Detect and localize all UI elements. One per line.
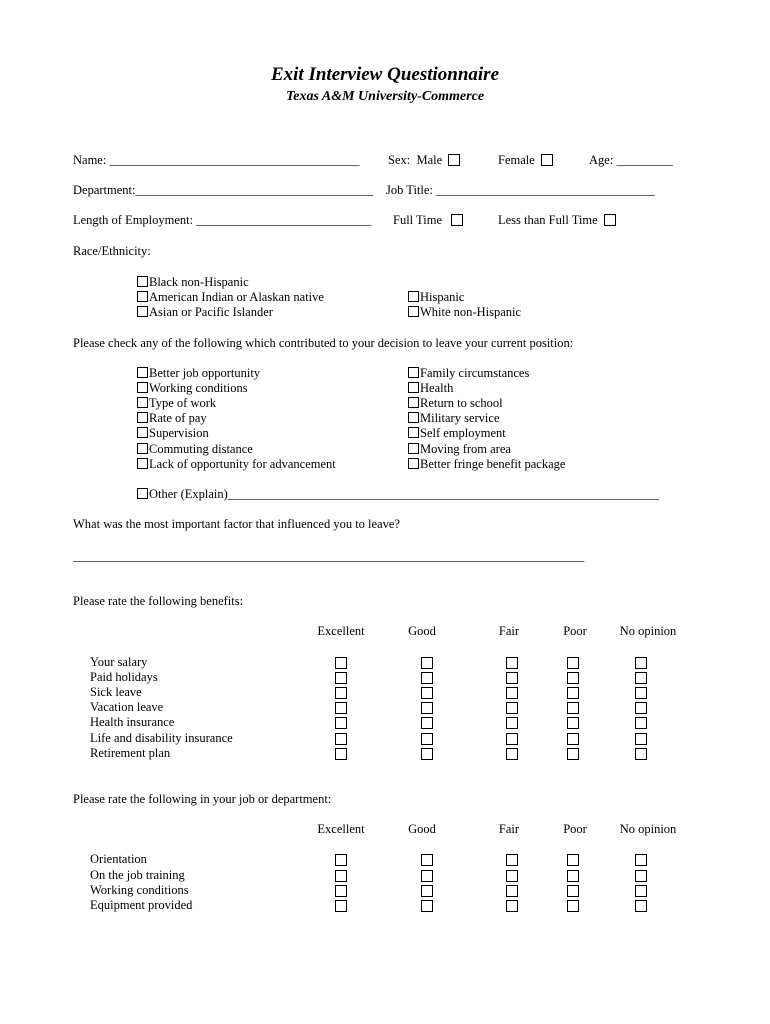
rating-checkbox-benefit-7-col-5[interactable]	[635, 748, 647, 760]
rating-checkbox-job-4-col-3[interactable]	[506, 900, 518, 912]
option-label: Black non-Hispanic	[149, 275, 249, 289]
option-label: Return to school	[420, 396, 503, 410]
option-label: Hispanic	[420, 290, 465, 304]
rating-checkbox-benefit-4-col-2[interactable]	[421, 702, 433, 714]
sex-field	[388, 153, 460, 168]
reason-option[interactable]	[137, 426, 209, 441]
col-header-excellent: Excellent	[317, 624, 365, 638]
rating-checkbox-benefit-2-col-1[interactable]	[335, 672, 347, 684]
name-input-line[interactable]: ________________________________________	[109, 153, 360, 167]
male-checkbox[interactable]	[448, 154, 460, 166]
checkbox[interactable]	[408, 412, 419, 423]
reason-option[interactable]	[408, 411, 500, 426]
option-label: Supervision	[149, 426, 209, 440]
col-header-poor: Poor	[563, 822, 587, 836]
reason-option[interactable]	[408, 366, 529, 381]
race-option[interactable]	[408, 290, 464, 305]
checkbox[interactable]	[137, 397, 148, 408]
job-title-input-line[interactable]: ___________________________________	[436, 183, 655, 197]
female-field	[498, 153, 553, 168]
rating-checkbox-benefit-2-col-3[interactable]	[506, 672, 518, 684]
option-label: Health	[420, 381, 454, 395]
rating-checkbox-benefit-6-col-2[interactable]	[421, 733, 433, 745]
col-header-poor: Poor	[563, 624, 587, 638]
reason-option[interactable]	[137, 457, 336, 472]
job-title-label: Job Title:	[386, 183, 433, 197]
age-label: Age:	[589, 153, 614, 167]
rating-checkbox-benefit-3-col-2[interactable]	[421, 687, 433, 699]
rating-checkbox-benefit-2-col-5[interactable]	[635, 672, 647, 684]
rating-checkbox-job-3-col-5[interactable]	[635, 885, 647, 897]
female-label: Female	[498, 153, 535, 167]
reason-option[interactable]	[137, 381, 248, 396]
col-header-no-opinion: No opinion	[619, 822, 677, 836]
reason-other[interactable]	[137, 487, 659, 502]
reason-option[interactable]	[137, 396, 216, 411]
benefits-prompt: Please rate the following benefits:	[73, 594, 244, 608]
rating-checkbox-job-1-col-1[interactable]	[335, 854, 347, 866]
rating-checkbox-benefit-5-col-4[interactable]	[567, 717, 579, 729]
rating-checkbox-job-1-col-5[interactable]	[635, 854, 647, 866]
checkbox[interactable]	[408, 427, 419, 438]
reason-option[interactable]	[137, 366, 260, 381]
col-header-fair: Fair	[498, 822, 520, 836]
department-input-line[interactable]: ______________________________________	[135, 183, 373, 197]
checkbox[interactable]	[408, 458, 419, 469]
rating-checkbox-benefit-4-col-4[interactable]	[567, 702, 579, 714]
rating-checkbox-job-1-col-4[interactable]	[567, 854, 579, 866]
other-checkbox[interactable]	[137, 488, 148, 499]
checkbox[interactable]	[137, 382, 148, 393]
rating-checkbox-benefit-6-col-3[interactable]	[506, 733, 518, 745]
page-title: Exit Interview Questionnaire	[270, 64, 500, 85]
job-item-label: Working conditions	[90, 883, 189, 897]
option-label: Family circumstances	[420, 366, 530, 380]
important-factor-answer-line[interactable]: ______________________________________________________________________________________	[73, 549, 585, 563]
option-label: Type of work	[149, 396, 217, 410]
benefit-item-label: Paid holidays	[90, 670, 158, 684]
reason-option[interactable]	[137, 442, 253, 457]
rating-checkbox-benefit-1-col-2[interactable]	[421, 657, 433, 669]
rating-checkbox-benefit-5-col-3[interactable]	[506, 717, 518, 729]
rating-checkbox-benefit-5-col-2[interactable]	[421, 717, 433, 729]
benefit-item-label: Your salary	[90, 655, 148, 669]
rating-checkbox-benefit-5-col-5[interactable]	[635, 717, 647, 729]
job-title-field[interactable]	[386, 183, 655, 198]
checkbox[interactable]	[408, 443, 419, 454]
rating-checkbox-job-4-col-4[interactable]	[567, 900, 579, 912]
option-label: Better job opportunity	[149, 366, 261, 380]
rating-checkbox-benefit-7-col-1[interactable]	[335, 748, 347, 760]
rating-checkbox-benefit-1-col-4[interactable]	[567, 657, 579, 669]
rating-checkbox-job-2-col-2[interactable]	[421, 870, 433, 882]
rating-checkbox-benefit-1-col-5[interactable]	[635, 657, 647, 669]
female-checkbox[interactable]	[541, 154, 553, 166]
other-label: Other (Explain)	[149, 487, 228, 501]
rating-checkbox-job-4-col-1[interactable]	[335, 900, 347, 912]
col-header-excellent: Excellent	[317, 822, 365, 836]
reason-option[interactable]	[408, 396, 503, 411]
option-label: American Indian or Alaskan native	[149, 290, 324, 304]
reason-option[interactable]	[408, 442, 511, 457]
race-option[interactable]	[137, 275, 249, 290]
option-label: White non-Hispanic	[420, 305, 522, 319]
benefit-item-label: Retirement plan	[90, 746, 171, 760]
rating-checkbox-benefit-6-col-1[interactable]	[335, 733, 347, 745]
rating-checkbox-benefit-4-col-5[interactable]	[635, 702, 647, 714]
benefit-item-label: Vacation leave	[90, 700, 164, 714]
option-label: Moving from area	[420, 442, 511, 456]
option-label: Military service	[420, 411, 500, 425]
rating-checkbox-benefit-3-col-4[interactable]	[567, 687, 579, 699]
checkbox[interactable]	[137, 306, 148, 317]
rating-checkbox-benefit-6-col-4[interactable]	[567, 733, 579, 745]
male-label: Male	[416, 153, 443, 167]
rating-checkbox-job-2-col-3[interactable]	[506, 870, 518, 882]
checkbox[interactable]	[408, 367, 419, 378]
reason-option[interactable]	[408, 381, 453, 396]
rating-checkbox-benefit-4-col-1[interactable]	[335, 702, 347, 714]
col-header-fair: Fair	[498, 624, 520, 638]
option-label: Commuting distance	[149, 442, 253, 456]
less-than-full-time-checkbox[interactable]	[604, 214, 616, 226]
rating-checkbox-job-2-col-5[interactable]	[635, 870, 647, 882]
rating-checkbox-benefit-2-col-2[interactable]	[421, 672, 433, 684]
rating-checkbox-job-3-col-2[interactable]	[421, 885, 433, 897]
race-option[interactable]	[137, 305, 273, 320]
rating-checkbox-benefit-6-col-5[interactable]	[635, 733, 647, 745]
length-of-employment-field[interactable]	[73, 213, 371, 228]
race-option[interactable]	[408, 305, 521, 320]
checkbox[interactable]	[137, 443, 148, 454]
age-input-line[interactable]: _________	[616, 153, 673, 167]
important-factor-question: What was the most important factor that influenced you to leave?	[73, 517, 400, 531]
rating-checkbox-job-1-col-2[interactable]	[421, 854, 433, 866]
rating-checkbox-job-3-col-3[interactable]	[506, 885, 518, 897]
col-header-no-opinion: No opinion	[619, 624, 677, 638]
option-label: Better fringe benefit package	[420, 457, 566, 471]
option-label: Rate of pay	[149, 411, 207, 425]
name-label: Name:	[73, 153, 107, 167]
benefit-item-label: Life and disability insurance	[90, 731, 233, 745]
benefit-item-label: Health insurance	[90, 715, 175, 729]
length-label: Length of Employment:	[73, 213, 194, 227]
checkbox[interactable]	[137, 291, 148, 302]
rating-checkbox-benefit-4-col-3[interactable]	[506, 702, 518, 714]
job-item-label: Equipment provided	[90, 898, 193, 912]
option-label: Self employment	[420, 426, 506, 440]
page-subtitle: Texas A&M University-Commerce	[285, 89, 485, 104]
rating-checkbox-job-1-col-3[interactable]	[506, 854, 518, 866]
department-label: Department:	[73, 183, 136, 197]
checkbox[interactable]	[137, 367, 148, 378]
checkbox[interactable]	[137, 427, 148, 438]
age-field[interactable]	[589, 153, 673, 168]
option-label: Asian or Pacific Islander	[149, 305, 273, 319]
col-header-good: Good	[408, 624, 436, 638]
checkbox[interactable]	[137, 412, 148, 423]
race-label: Race/Ethnicity:	[73, 244, 151, 258]
full-time-label: Full Time	[393, 213, 442, 227]
option-label: Lack of opportunity for advancement	[149, 457, 336, 471]
job-item-label: On the job training	[90, 868, 185, 882]
rating-checkbox-job-3-col-1[interactable]	[335, 885, 347, 897]
reasons-prompt: Please check any of the following which contributed to your decision to leave your current position:	[73, 336, 574, 350]
less-than-full-time-label: Less than Full Time	[498, 213, 598, 227]
rating-checkbox-benefit-7-col-2[interactable]	[421, 748, 433, 760]
checkbox[interactable]	[137, 458, 148, 469]
option-label: Working conditions	[149, 381, 248, 395]
name-field[interactable]	[73, 153, 359, 168]
checkbox[interactable]	[137, 276, 148, 287]
full-time-field	[393, 213, 463, 228]
less-than-full-time-field	[498, 213, 616, 228]
rating-checkbox-benefit-7-col-3[interactable]	[506, 748, 518, 760]
job-dept-prompt: Please rate the following in your job or department:	[73, 792, 332, 806]
rating-checkbox-benefit-1-col-3[interactable]	[506, 657, 518, 669]
rating-checkbox-job-2-col-4[interactable]	[567, 870, 579, 882]
rating-checkbox-job-4-col-2[interactable]	[421, 900, 433, 912]
length-input-line[interactable]: ____________________________	[196, 213, 372, 227]
reason-option[interactable]	[408, 457, 565, 472]
rating-checkbox-job-4-col-5[interactable]	[635, 900, 647, 912]
rating-checkbox-benefit-1-col-1[interactable]	[335, 657, 347, 669]
checkbox[interactable]	[408, 397, 419, 408]
rating-checkbox-job-2-col-1[interactable]	[335, 870, 347, 882]
rating-checkbox-benefit-7-col-4[interactable]	[567, 748, 579, 760]
rating-checkbox-benefit-3-col-1[interactable]	[335, 687, 347, 699]
job-item-label: Orientation	[90, 852, 147, 866]
checkbox[interactable]	[408, 382, 419, 393]
rating-checkbox-benefit-3-col-3[interactable]	[506, 687, 518, 699]
benefit-item-label: Sick leave	[90, 685, 142, 699]
reason-option[interactable]	[408, 426, 506, 441]
department-field[interactable]	[73, 183, 373, 198]
full-time-checkbox[interactable]	[451, 214, 463, 226]
race-option[interactable]	[137, 290, 324, 305]
checkbox[interactable]	[408, 291, 419, 302]
col-header-good: Good	[408, 822, 436, 836]
sex-label: Sex:	[388, 153, 411, 167]
other-explain-line[interactable]: _____________________________________________________________________	[227, 487, 660, 501]
checkbox[interactable]	[408, 306, 419, 317]
rating-checkbox-benefit-3-col-5[interactable]	[635, 687, 647, 699]
reason-option[interactable]	[137, 411, 207, 426]
rating-checkbox-benefit-2-col-4[interactable]	[567, 672, 579, 684]
rating-checkbox-benefit-5-col-1[interactable]	[335, 717, 347, 729]
rating-checkbox-job-3-col-4[interactable]	[567, 885, 579, 897]
